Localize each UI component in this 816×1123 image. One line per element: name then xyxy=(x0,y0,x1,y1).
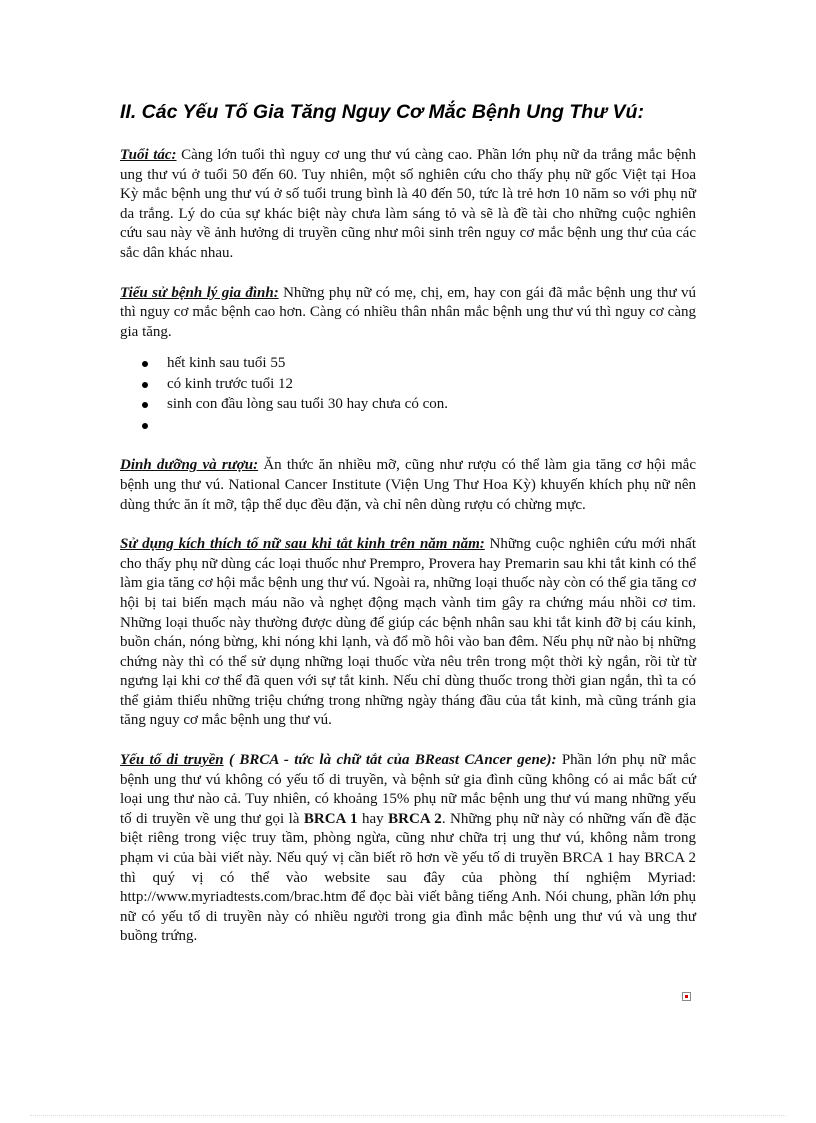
brca2-term: BRCA 2 xyxy=(388,810,442,827)
brca1-term: BRCA 1 xyxy=(303,810,358,827)
broken-image-icon xyxy=(682,992,691,1001)
bullet-icon xyxy=(142,382,148,388)
document-page xyxy=(120,100,696,967)
bullet-icon xyxy=(142,402,148,408)
paragraph-text-hormone: Những cuộc nghiên cứu mới nhất cho thấy phụ nữ dùng các loại thuốc như Prempro, Provera hay Premarin sau khi tắt kinh có thể làm gia tăng cơ hội mắc bệnh ung thư vú. Ngoài ra, những loại thuốc này còn có thể gia tăng cơ hội bị tai biến mạch máu não và nghẹt động mạch vành tim gây ra chứng máu nhồi cơ tim. Những loại thuốc này thường được dùng để giúp các bệnh nhân sau khi tắt kinh đỡ bị cáu kỉnh, buồn chán, nóng bừng, khi nóng khi lạnh, và đổ mồ hôi vào ban đêm. Nếu phụ nữ nào bị những chứng này thì có thể sử dụng những loại thuốc vừa nêu trên trong một thời kỳ ngắn, rồi từ từ ngưng lại khi cơ thể đã quen với sự tắt kinh. Nếu chỉ dùng thuốc trong thời gian ngắn, thì ta có thể giảm thiểu những triệu chứng trong những ngày tháng đầu của tắt kinh, mà cũng tránh gia tăng nguy cơ mắc bệnh ung thư vú. xyxy=(120,536,696,729)
bullet-icon xyxy=(142,423,148,429)
paragraph-age xyxy=(120,146,696,264)
paragraph-text-family: Những phụ nữ có mẹ, chị, em, hay con gái đã mắc bệnh ung thư vú thì nguy cơ mắc bệnh cao hơn. Càng có nhiều thân nhân mắc bệnh ung thư vú thì nguy cơ càng gia tăng. xyxy=(120,284,696,340)
bullet-icon xyxy=(142,361,148,367)
list-item: hết kinh sau tuổi 55 xyxy=(142,354,696,375)
paragraph-diet xyxy=(120,456,696,515)
paragraph-title-age: Tuổi tác: xyxy=(120,147,177,163)
paragraph-text-age: Càng lớn tuổi thì nguy cơ ung thư vú càng cao. Phần lớn phụ nữ da trắng mắc bệnh ung thư vú ở tuổi 50 đến 60. Tuy nhiên, một số nghiên cứu cho thấy phụ nữ gốc Việt tại Hoa Kỳ mắc bệnh ung thư vú ở số tuổi trung bình là 40 đến 50, tức là trẻ hơn 10 năm so với phụ nữ da trắng. Lý do của sự khác biệt này chưa làm sáng tỏ và sẽ là đề tài cho những cuộc nghiên cứu sau này về ảnh hưởng di truyền cũng như môi sinh trên nguy cơ mắc bệnh ung thư của các sắc dân khác nhau. xyxy=(120,147,696,261)
list-item xyxy=(142,416,696,437)
paragraph-subtitle-genetic: ( BRCA - tức là chữ tắt của BReast CAncer gene): xyxy=(223,752,557,769)
paragraph-hormone xyxy=(120,535,696,731)
risk-bullet-list xyxy=(142,354,696,436)
section-heading: II. Các Yếu Tố Gia Tăng Nguy Cơ Mắc Bệnh Ung Thư Vú: xyxy=(120,101,644,123)
paragraph-title-genetic: Yếu tố di truyền xyxy=(120,752,224,769)
list-item: có kinh trước tuổi 12 xyxy=(142,375,696,396)
paragraph-genetic: Yếu tố di truyền ( BRCA - tức là chữ tắt của BReast CAncer gene): Phần lớn phụ nữ mắc bệnh ung thư vú không có yếu tố di truyền, và bệnh sử gia đình cũng không có ai mắc bất cứ loại ung thư nào cả. Tuy nhiên, có khoảng 15% phụ nữ mắc bệnh ung thư vú mang những yếu tố di truyền về ung thư gọi là BRCA 1 hay BRCA 2. Những phụ nữ này có những vấn đề đặc biệt riêng trong việc truy tầm, phòng ngừa, cũng như chữa trị ung thư vú, không nằm trong phạm vi của bài viết này. Nếu quý vị cần biết rõ hơn về yếu tố di truyền BRCA 1 hay BRCA 2 thì quý vị có thể vào website sau đây của phòng thí nghiệm Myriad: http://www.myriadtests.com/brac.htm để đọc bài viết bằng tiếng Anh. Nói chung, phần lớn phụ nữ có yếu tố di truyền này có nhiều người trong gia đình mắc bệnh ung thư vú và ung thư buồng trứng. xyxy=(120,752,696,945)
paragraph-family xyxy=(120,284,696,343)
list-item: sinh con đầu lòng sau tuổi 30 hay chưa có con. xyxy=(142,395,696,416)
paragraph-title-diet: Dinh dưỡng và rượu: xyxy=(120,457,259,474)
paragraph-title-family: Tiểu sử bệnh lý gia đình: xyxy=(120,284,279,301)
paragraph-title-hormone: Sử dụng kích thích tố nữ sau khi tắt kinh trên năm năm: xyxy=(120,536,485,553)
page-bottom-divider xyxy=(30,1115,786,1116)
paragraph-text-diet: Ăn thức ăn nhiều mỡ, cũng như rượu có thể làm gia tăng cơ hội mắc bệnh ung thư vú. National Cancer Institute (Viện Ung Thư Hoa Kỳ) khuyến khích phụ nữ nên dùng thức ăn ít mỡ, tập thể dục đều đặn, và chỉ nên dùng rượu có chừng mực. xyxy=(120,457,696,513)
